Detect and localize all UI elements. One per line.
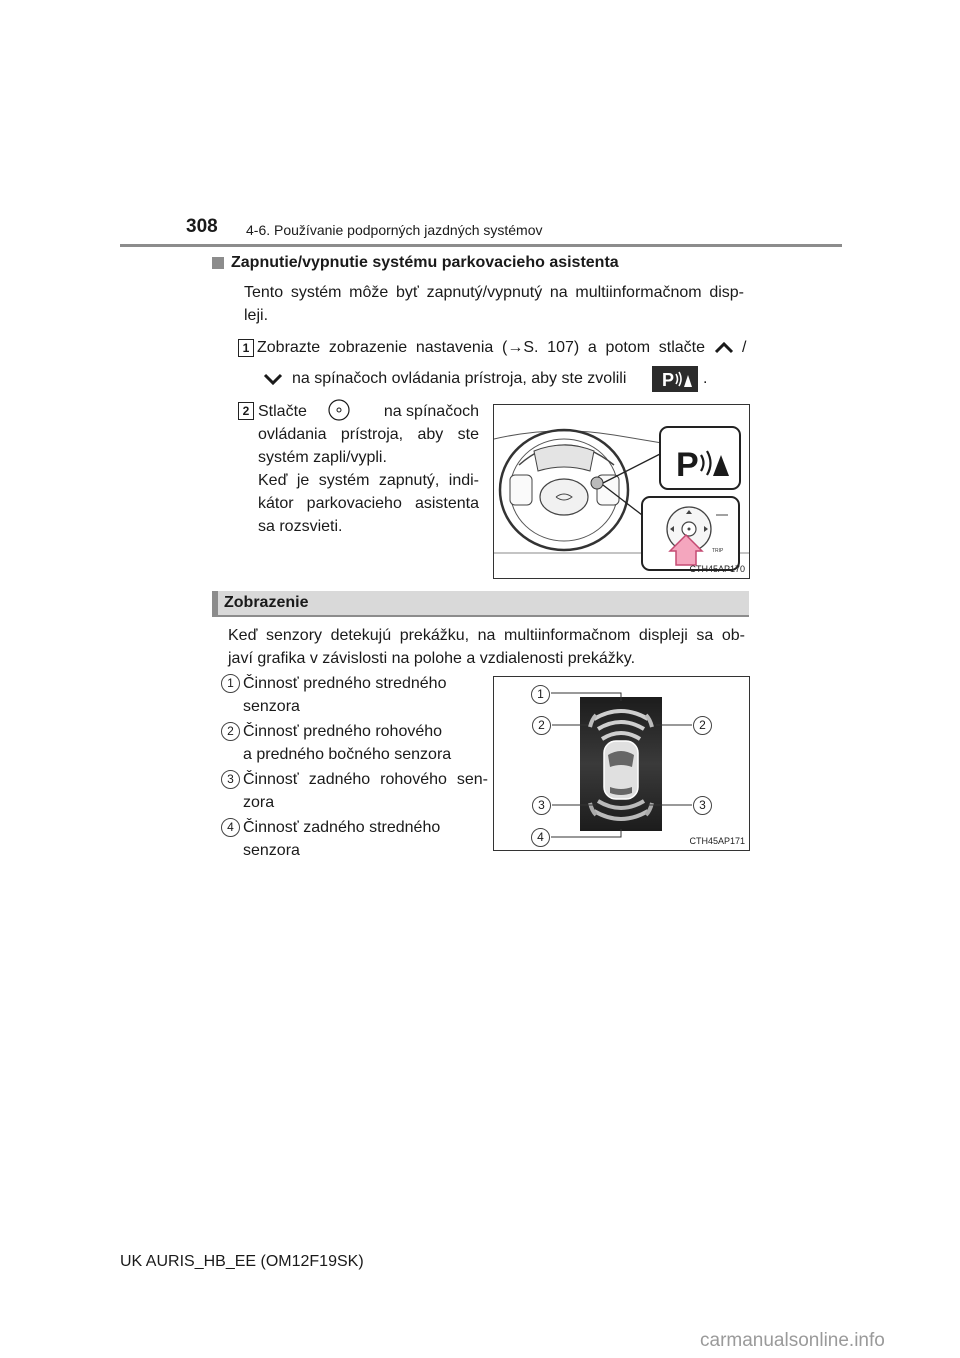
header-rule [120, 244, 842, 247]
chevron-down-icon [262, 371, 284, 387]
chapter-title: 4-6. Používanie podporných jazdných systémov [246, 222, 543, 238]
item-4-number: 4 [221, 818, 240, 837]
display-section-title: Zobrazenie [224, 594, 309, 611]
chevron-up-icon [713, 340, 735, 356]
callout-2-left: 2 [532, 716, 551, 735]
parking-assist-icon [652, 366, 698, 392]
section-intro: Tento systém môže byť zapnutý/vypnutý na multiinformačnom disp- leji. [244, 284, 744, 324]
callout-2-right: 2 [693, 716, 712, 735]
item-3-number: 3 [221, 770, 240, 789]
section-bullet [212, 257, 224, 269]
watermark: carmanualsonline.info [700, 1330, 885, 1351]
step-2-note: Keď je systém zapnutý, indi- kátor parkovacieho asistenta sa rozsvieti. [258, 472, 479, 535]
callout-4: 4 [531, 828, 550, 847]
svg-text:TRIP: TRIP [712, 548, 724, 554]
ok-button-icon [327, 398, 351, 422]
item-3-text: Činnosť zadného rohového sen- zora [243, 771, 488, 811]
sensor-display-illustration [494, 677, 749, 850]
svg-text:P: P [676, 446, 699, 484]
callout-3-left: 3 [532, 796, 551, 815]
item-2-text: Činnosť predného rohového a predného bočného senzora [243, 723, 452, 763]
step-2-stlacte: Stlačte [258, 403, 307, 420]
section-title: Zapnutie/vypnutie systému parkovacieho asistenta [231, 254, 619, 271]
step-1-line1: Zobrazte zobrazenie nastavenia (→S. 107) a potom stlačte [257, 339, 705, 356]
step-2-number: 2 [238, 402, 254, 420]
item-4-text: Činnosť zadného stredného senzora [243, 819, 441, 859]
item-2-number: 2 [221, 722, 240, 741]
step-1-period: . [703, 370, 708, 387]
figure-1-code: CTH45AP170 [689, 564, 745, 574]
step-1-number: 1 [238, 339, 254, 357]
callout-3-right: 3 [693, 796, 712, 815]
sensor-display-figure [493, 676, 750, 851]
steering-wheel-figure [493, 404, 750, 579]
figure-2-code: CTH45AP171 [689, 836, 745, 846]
step-1-line2: na spínačoch ovládania prístroja, aby ste zvolili [292, 370, 627, 387]
step-1-slash: / [742, 339, 747, 356]
item-1-text: Činnosť predného stredného senzora [243, 675, 447, 715]
step-2-na-spinacoch: na spínačoch [383, 403, 479, 420]
display-intro: Keď senzory detekujú prekážku, na multiinformačnom displeji sa ob- javí grafika v závislosti na polohe a vzdialenosti prekážky. [228, 627, 745, 667]
steering-wheel-illustration [494, 405, 749, 578]
step-2-text: ovládania prístroja, aby ste systém zapli/vypli. [258, 426, 479, 466]
display-section-accent [212, 591, 218, 617]
callout-1: 1 [531, 685, 550, 704]
footer-model: UK AURIS_HB_EE (OM12F19SK) [120, 1253, 364, 1270]
svg-text:P: P [662, 370, 675, 390]
page-number: 308 [186, 216, 218, 237]
item-1-number: 1 [221, 674, 240, 693]
